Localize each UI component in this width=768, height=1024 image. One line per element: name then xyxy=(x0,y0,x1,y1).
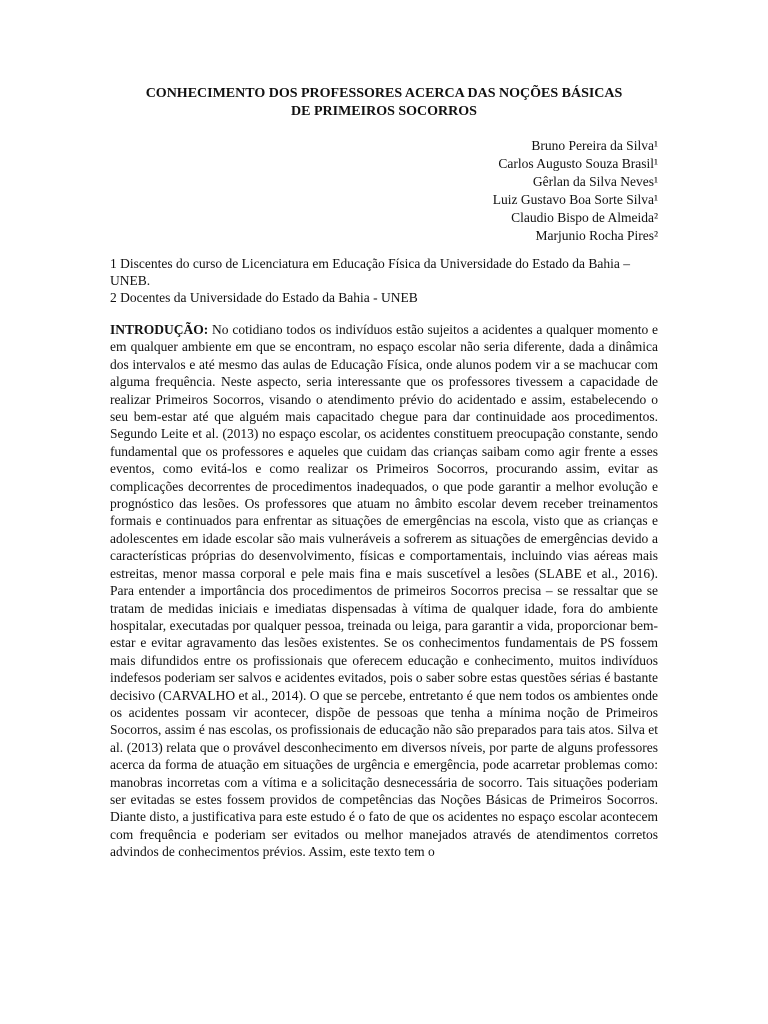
author-name: Bruno Pereira da Silva¹ xyxy=(531,138,658,153)
author-name: Marjunio Rocha Pires² xyxy=(535,228,658,243)
document-title xyxy=(110,85,658,121)
title-line-2: DE PRIMEIROS SOCORROS xyxy=(291,104,477,119)
introduction-paragraph xyxy=(110,321,658,861)
author-list xyxy=(493,137,658,245)
affiliations xyxy=(110,255,658,306)
author-name: Claudio Bispo de Almeida² xyxy=(511,210,658,225)
author-name: Carlos Augusto Souza Brasil¹ xyxy=(498,156,658,171)
title-line-1: CONHECIMENTO DOS PROFESSORES ACERCA DAS NOÇÕES BÁSICAS xyxy=(145,86,623,101)
introduction-text: No cotidiano todos os indivíduos estão sujeitos a acidentes a qualquer momento e em qualquer ambiente em que se encontram, no espaço escolar não seria diferente, dada a dinâmica dos intervalos e até mesmo das aulas de Educação Física, onde alunos podem vir a se machucar com alguma frequência. Neste aspecto, seria interessante que os professores tivessem a capacidade de realizar Primeiros Socorros, visando o atendimento prévio do acidentado e assim, estabelecendo o seu bem-estar até que alguém mais capacitado chegue para dar continuidade aos procedimentos. Segundo Leite et al. (2013) no espaço escolar, os acidentes constituem preocupação constante, sendo fundamental que os professores e aqueles que cuidam das crianças saibam como agir frente a esses eventos, como evitá-los e como realizar os Primeiros Socorros, procurando assim, evitar as complicações decorrentes de procedimentos inadequados, o que pode garantir a melhor evolução e prognóstico das lesões. Os professores que atuam no âmbito escolar devem receber treinamentos formais e continuados para enfrentar as situações de emergências na escola, visto que as crianças e adolescentes em idade escolar são mais vulneráveis a sofrerem as situações de emergências devido a características próprias do desenvolvimento, físicas e comportamentais, incluindo vias aéreas mais estreitas, menor massa corporal e pele mais fina e mais suscetível a lesões (SLABE et al., 2016). Para entender a importância dos procedimentos de primeiros Socorros precisa – se ressaltar que se tratam de medidas iniciais e imediatas dispensadas à vítima de qualquer idade, fora do ambiente hospitalar, executadas por qualquer pessoa, treinada ou leiga, para garantir a vida, proporcionar bem-estar e evitar agravamento das lesões existentes. Se os conhecimentos fundamentais de PS fossem mais difundidos entre os profissionais que oferecem educação e conhecimento, muitos indivíduos indefesos poderiam ser salvos e acidentes evitados, pois o saber sobre estas questões sérias é bastante decisivo (CARVALHO et al., 2014). O que se percebe, entretanto é que nem todos os ambientes onde os acidentes possam vir acontecer, dispõe de pessoas que tenha a mínima noção de Primeiros Socorros, assim é nas escolas, os profissionais de educação não são preparados para tais atos. Silva et al. (2013) relata que o provável desconhecimento em diversos níveis, por parte de alguns professores acerca da forma de atuação em situações de urgência e emergência, pode acarretar problemas como: manobras incorretas com a vítima e a solicitação desnecessária de socorro. Tais situações poderiam ser evitadas se estes fossem providos de competências das Noções Básicas de Primeiros Socorros. Diante disto, a justificativa para este estudo é o fato de que os acidentes no espaço escolar acontecem com frequência e poderiam ser evitados ou melhor manejados através de atendimentos corretos advindos de conhecimentos prévios. Assim, este texto tem o xyxy=(110,322,658,860)
author-name: Luiz Gustavo Boa Sorte Silva¹ xyxy=(492,192,658,207)
affiliation-2: 2 Docentes da Universidade do Estado da Bahia - UNEB xyxy=(110,290,418,305)
author-name: Gêrlan da Silva Neves¹ xyxy=(532,174,658,189)
introduction-heading: INTRODUÇÃO: xyxy=(110,322,209,337)
affiliation-1: 1 Discentes do curso de Licenciatura em Educação Física da Universidade do Estado da Bahia – UNEB. xyxy=(110,256,630,288)
